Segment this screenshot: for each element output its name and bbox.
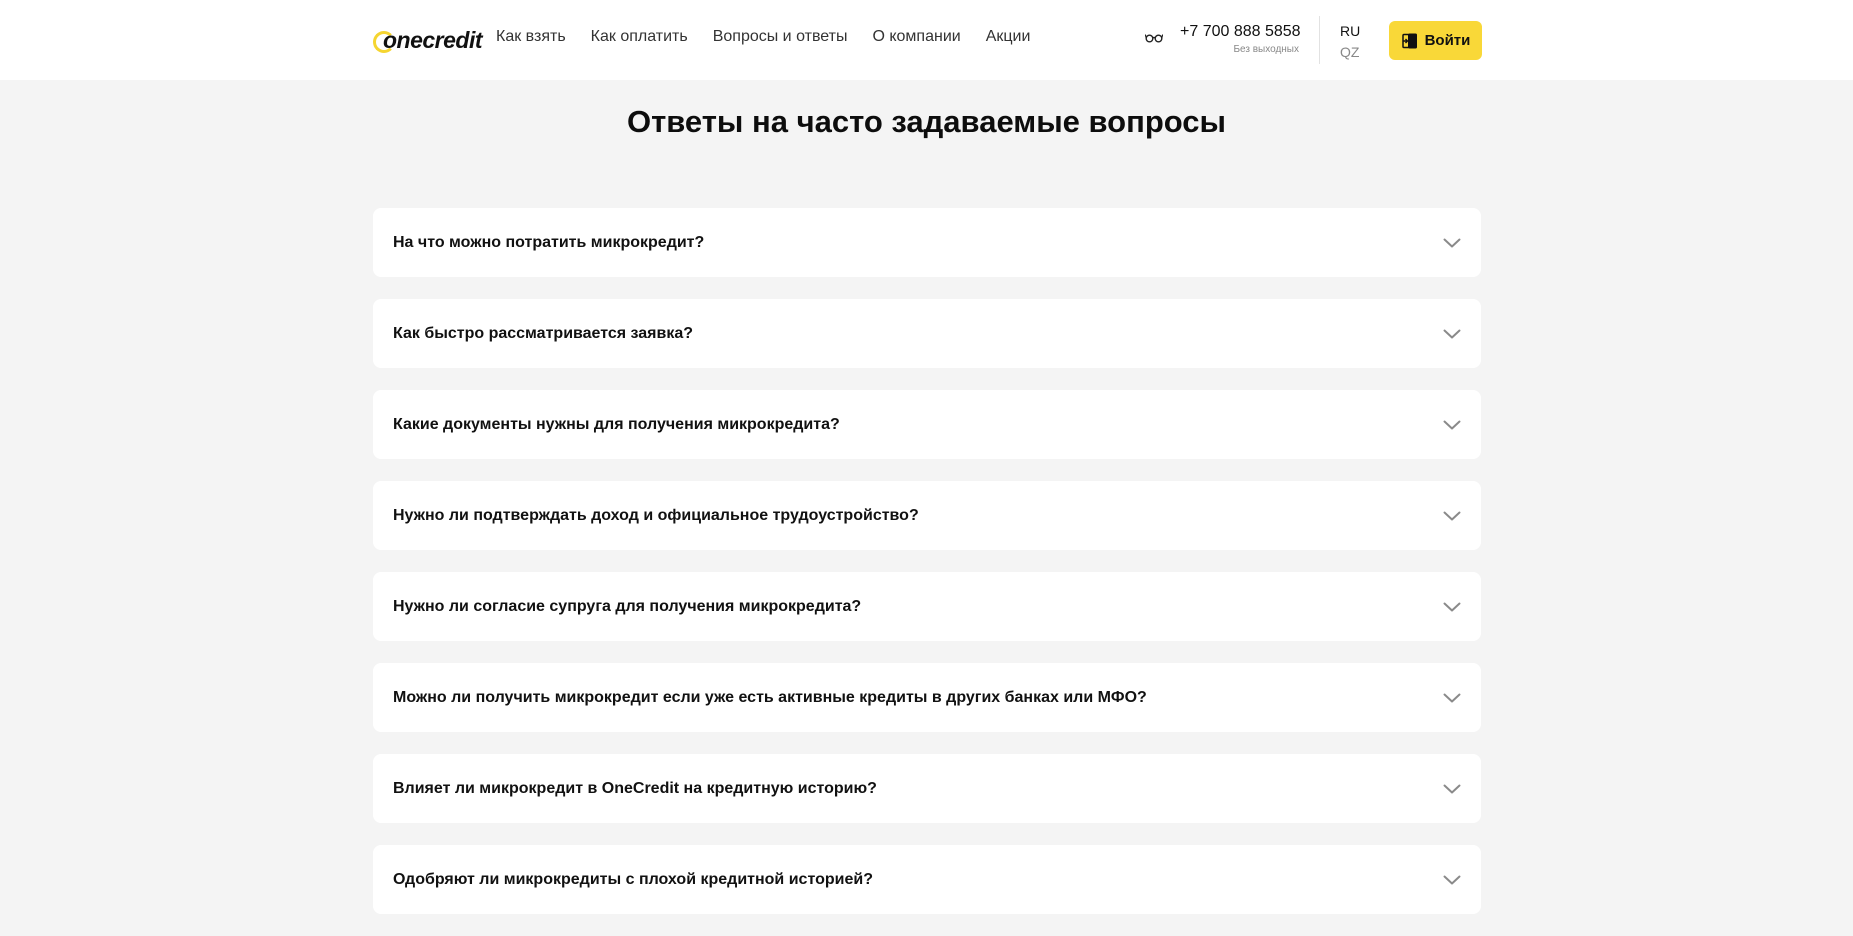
faq-question: Влияет ли микрокредит в OneCredit на кредитную историю? — [393, 779, 877, 797]
logo-text: onecredit — [383, 26, 483, 53]
faq-item[interactable] — [373, 481, 1481, 550]
chevron-down-icon — [1443, 420, 1461, 430]
language-switcher — [1340, 21, 1360, 63]
language-ru[interactable]: RU — [1340, 23, 1361, 39]
phone-block — [1180, 23, 1299, 55]
faq-question: Нужно ли подтверждать доход и официальное трудоустройство? — [393, 506, 919, 524]
faq-item[interactable] — [373, 845, 1481, 914]
chevron-down-icon — [1443, 784, 1461, 794]
chevron-down-icon — [1443, 875, 1461, 885]
faq-question: Нужно ли согласие супруга для получения микрокредита? — [393, 597, 862, 615]
logo[interactable] — [373, 24, 482, 56]
main-nav — [496, 28, 1030, 46]
login-door-icon — [1401, 32, 1419, 50]
nav-item-how-to-pay[interactable]: Как оплатить — [590, 28, 688, 45]
chevron-down-icon — [1443, 511, 1461, 521]
nav-item-how-to-get[interactable]: Как взять — [496, 28, 566, 45]
faq-question: Какие документы нужны для получения микрокредита? — [393, 415, 840, 433]
faq-item[interactable] — [373, 299, 1481, 368]
header-divider — [1319, 16, 1320, 64]
faq-item[interactable] — [373, 572, 1481, 641]
faq-list — [373, 208, 1481, 936]
login-button[interactable] — [1389, 21, 1482, 60]
chevron-down-icon — [1443, 238, 1461, 248]
faq-question: На что можно потратить микрокредит? — [393, 233, 705, 251]
page-title: Ответы на часто задаваемые вопросы — [626, 104, 1227, 139]
chevron-down-icon — [1443, 693, 1461, 703]
chevron-down-icon — [1443, 602, 1461, 612]
faq-question: Как быстро рассматривается заявка? — [393, 324, 694, 342]
glasses-icon[interactable] — [1145, 33, 1163, 43]
faq-item[interactable] — [373, 754, 1481, 823]
login-label: Войти — [1424, 32, 1471, 49]
faq-question: Одобряют ли микрокредиты с плохой кредитной историей? — [393, 870, 873, 888]
nav-item-about[interactable]: О компании — [872, 28, 961, 45]
faq-item[interactable] — [373, 663, 1481, 732]
chevron-down-icon — [1443, 329, 1461, 339]
faq-question: Можно ли получить микрокредит если уже есть активные кредиты в других банках или МФО? — [393, 688, 1147, 706]
phone-number[interactable]: +7 700 888 5858 — [1180, 23, 1301, 40]
faq-item[interactable] — [373, 390, 1481, 459]
phone-hours: Без выходных — [1233, 44, 1299, 55]
site-header — [0, 0, 1853, 80]
nav-item-faq[interactable]: Вопросы и ответы — [712, 28, 848, 45]
nav-item-promotions[interactable]: Акции — [985, 28, 1031, 45]
faq-item[interactable] — [373, 208, 1481, 277]
language-qz[interactable]: QZ — [1340, 44, 1360, 60]
